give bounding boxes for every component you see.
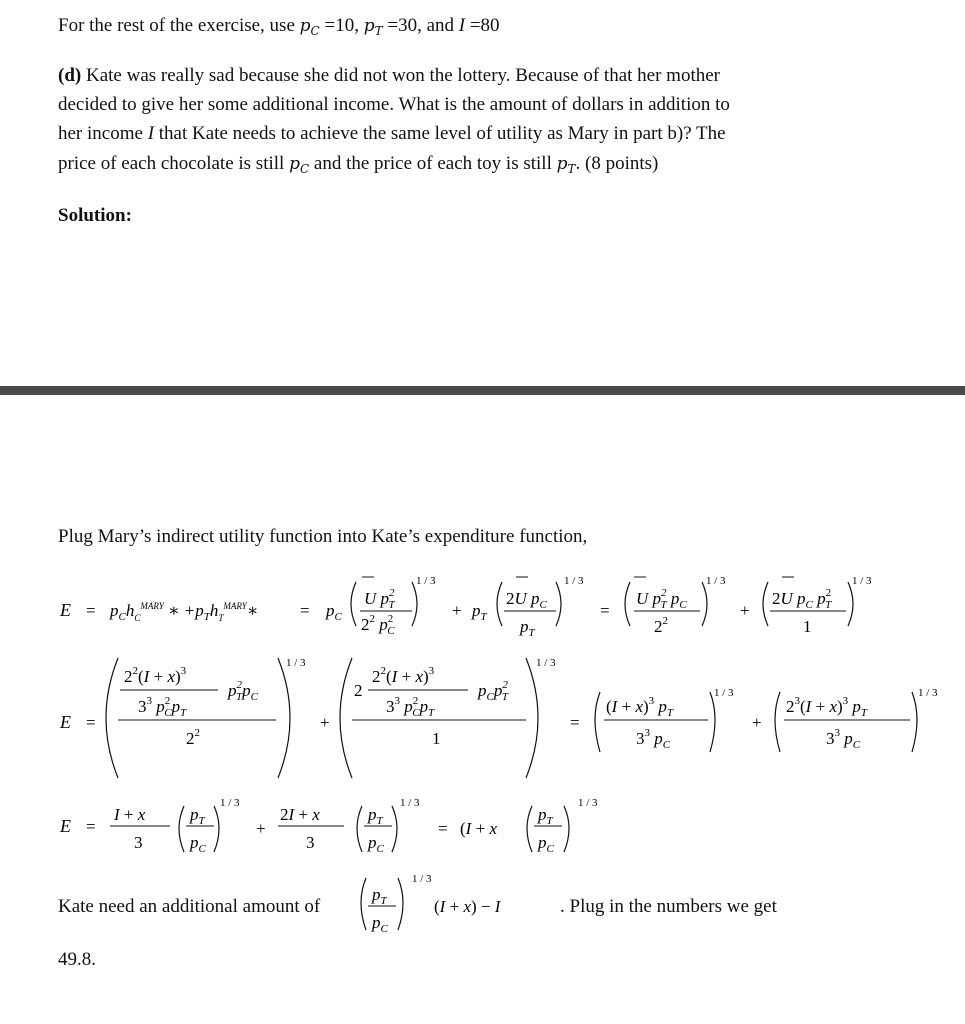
svg-text:33 pC: $3^3$ $p_C$ bbox=[826, 727, 861, 751]
svg-text:pT: $p_T$ bbox=[368, 805, 383, 827]
svg-text:1 / 3: 1 / 3 bbox=[706, 575, 726, 587]
final-result: 49.8. bbox=[58, 949, 96, 970]
svg-text:pC: $p_C$ bbox=[372, 913, 388, 935]
svg-text:E: E bbox=[60, 600, 71, 620]
svg-text:pC: $p_C$ bbox=[538, 833, 554, 855]
svg-text:+: + bbox=[752, 713, 762, 732]
svg-text:1: 1 bbox=[432, 729, 441, 748]
svg-text:2U pC: 2U $p_C$ bbox=[506, 589, 547, 611]
svg-text:1 / 3: 1 / 3 bbox=[400, 797, 420, 809]
question-line-1 bbox=[58, 62, 720, 90]
equation-row-3 bbox=[59, 797, 598, 855]
svg-text:2U pC p2T: 2U $p_C$ $p^2$ T bbox=[772, 587, 832, 611]
question-text-4b: and the price of each toy is still bbox=[309, 153, 557, 174]
svg-text:+: + bbox=[452, 601, 462, 620]
svg-text:33 pC: $3^3$ $p_C$ bbox=[636, 727, 671, 751]
svg-text:33 p2CpT: $3^3$ $p^2$ $Cp_T$ bbox=[386, 695, 435, 719]
svg-text:23(I + x)3 pT: $2^3(I + x)^3$ $p_T$ bbox=[786, 695, 868, 719]
svg-text:22: $2^2$ bbox=[186, 727, 200, 748]
question-text-3a: her income bbox=[58, 123, 148, 144]
svg-text:=: = bbox=[300, 601, 310, 620]
svg-text:=: = bbox=[600, 601, 610, 620]
svg-text:I + x: I + x bbox=[114, 805, 146, 824]
svg-text:p2TpC: $p^2$ $Tp_C$ bbox=[228, 679, 258, 703]
svg-text:=: = bbox=[86, 817, 96, 836]
conclusion-text-b: . Plug in the numbers we get bbox=[560, 896, 777, 917]
conclusion-math bbox=[356, 866, 586, 946]
svg-text:pC: $p_C$ bbox=[190, 833, 206, 855]
svg-text:33 p2CpT: $3^3$ $p^2$ $Cp_T$ bbox=[138, 695, 187, 719]
svg-text:2: 2 bbox=[354, 681, 363, 700]
svg-text:(I + x: (I + x bbox=[460, 819, 497, 838]
svg-text:22 p2C: $2^2$ $p^2$ C bbox=[361, 613, 395, 637]
question-text-2: decided to give her some additional income. What is the amount of dollars in addition to bbox=[58, 94, 730, 115]
svg-text:pC: $p_C$ bbox=[326, 601, 342, 623]
svg-text:1 / 3: 1 / 3 bbox=[412, 873, 432, 885]
question-text-4c: . (8 points) bbox=[575, 153, 659, 174]
svg-text:22: $2^2$ bbox=[654, 615, 668, 636]
question-line-3 bbox=[58, 120, 726, 148]
svg-text:1 / 3: 1 / 3 bbox=[286, 657, 306, 669]
svg-text:1 / 3: 1 / 3 bbox=[536, 657, 556, 669]
svg-text:1 / 3: 1 / 3 bbox=[852, 575, 872, 587]
svg-text:pT: $p_T$ bbox=[372, 885, 387, 907]
plug-text: Plug Mary’s indirect utility function into Kate’s expenditure function, bbox=[58, 526, 588, 547]
derivation-equations bbox=[0, 562, 965, 902]
conclusion-line-b bbox=[560, 893, 777, 921]
section-divider bbox=[0, 386, 965, 395]
svg-text:pT: $p_T$ bbox=[472, 601, 487, 623]
svg-text:(I + x)3 pT: $(I + x)^3$ $p_T$ bbox=[606, 695, 674, 719]
svg-text:1 / 3: 1 / 3 bbox=[714, 687, 734, 699]
question-var-i: I bbox=[147, 123, 155, 144]
question-text-4a: price of each chocolate is still bbox=[58, 153, 290, 174]
svg-text:1 / 3: 1 / 3 bbox=[220, 797, 240, 809]
question-line-2 bbox=[58, 91, 730, 119]
svg-text:pT: $p_T$ bbox=[520, 617, 535, 639]
intro-prefix: For the rest of the exercise, use bbox=[58, 15, 300, 36]
svg-text:(I + x) − I: (I + x) − I bbox=[434, 897, 501, 916]
svg-text:1 / 3: 1 / 3 bbox=[578, 797, 598, 809]
pt-value: 30 bbox=[398, 15, 418, 36]
svg-text:=: = bbox=[438, 819, 448, 838]
svg-text:E: E bbox=[60, 712, 71, 732]
svg-text:1 / 3: 1 / 3 bbox=[416, 575, 436, 587]
svg-text:3: 3 bbox=[134, 833, 143, 852]
svg-text:+: + bbox=[740, 601, 750, 620]
svg-text:=: = bbox=[86, 713, 96, 732]
svg-text:pT: $p_T$ bbox=[538, 805, 553, 827]
svg-text:22(I + x)3: $2^2(I + x)^3$ bbox=[124, 665, 187, 686]
question-line-4: price of each chocolate is still $p_C$ and the price of each toy is still $p_T$. (8 points) bbox=[58, 153, 659, 176]
svg-text:pC: $p_C$ bbox=[368, 833, 384, 855]
i-value: 80 bbox=[480, 15, 500, 36]
svg-text:3: 3 bbox=[306, 833, 315, 852]
equation-row-2 bbox=[59, 657, 938, 778]
svg-text:1: 1 bbox=[803, 617, 812, 636]
svg-text:pT: $p_T$ bbox=[190, 805, 205, 827]
svg-text:+: + bbox=[256, 819, 266, 838]
svg-text:1 / 3: 1 / 3 bbox=[918, 687, 938, 699]
intro-line: For the rest of the exercise, use $p_C =10$, $p_T =30$, and I =80 bbox=[58, 15, 500, 38]
svg-text:pChCMARY ∗ +pThTMARY∗: $p_Ch_C^{MARY}$ ∗ $+p_Th_T^{MARY}∗$ bbox=[110, 601, 259, 623]
svg-text:=: = bbox=[86, 601, 96, 620]
question-text-3b: that Kate needs to achieve the same level of utility as Mary in part b)? The bbox=[154, 123, 726, 144]
svg-text:U p2T: U $p^2$ T bbox=[364, 587, 395, 611]
svg-text:2I + x: 2I + x bbox=[280, 805, 320, 824]
svg-text:U p2T pC: U $p^2$ T $p_C$ bbox=[636, 587, 687, 611]
svg-text:=: = bbox=[570, 713, 580, 732]
svg-text:E: E bbox=[60, 816, 71, 836]
solution-label: Solution: bbox=[58, 205, 132, 226]
question-text-1: Kate was really sad because she did not won the lottery. Because of that her mother bbox=[85, 65, 720, 86]
pc-value: 10 bbox=[335, 15, 355, 36]
svg-text:22(I + x)3: $2^2(I + x)^3$ bbox=[372, 665, 435, 686]
svg-text:pCp2T: $p_Cp^2$ T bbox=[478, 679, 508, 703]
question-label: (d) bbox=[58, 65, 82, 86]
svg-text:+: + bbox=[320, 713, 330, 732]
conclusion-line bbox=[58, 893, 320, 921]
equation-row-1 bbox=[59, 575, 872, 639]
svg-text:1 / 3: 1 / 3 bbox=[564, 575, 584, 587]
conclusion-text-a: Kate need an additional amount of bbox=[58, 896, 321, 917]
